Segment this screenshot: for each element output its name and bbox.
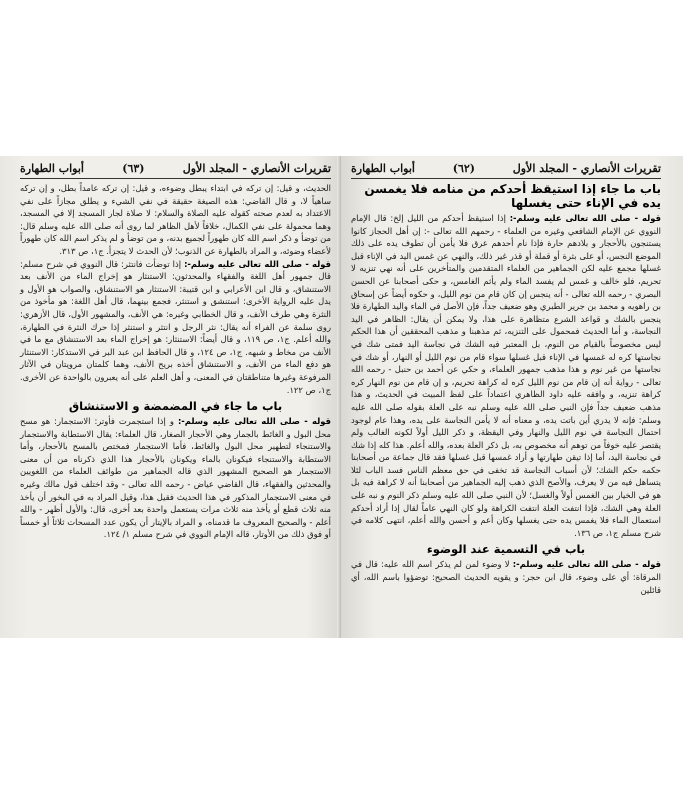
paragraph [20,258,331,397]
hadith-quote-label: قوله - صلى الله تعالى عليه وسلم-: [512,559,662,570]
paragraph [351,212,661,539]
left-page-header [20,162,331,179]
paragraph: الحديث، و قيل: إن تركه في ابتداء يبطل وضوءه، و قيل: إن تركه عامداً بطل، و إن تركه ساهياً لا، و قال القاضي: هذه الصيغة حقيقة في نفي الشيء و يطلق مجازاً على نفي الاعتداد به لعدم صحته كقوله عليه الصلاة والسلام: لا صلاة لجار المسجد إلا في المسجد، وهما محمولة على نفي الكمال، خلافاً لأهل الظاهر لما روى أنه صلى الله عليه وسلم قال: من توضأ و ذكر اسم الله كان طهوراً لجميع بدنه، و من توضأ و لم يذكر اسم الله كان طهوراً لأعضاء وضوئه، و المراد بالطهارة عن الذنوب؛ لأن الحدث لا يتجزأ. ج١، ص ٣١٣. [20,183,331,256]
chapter-heading: باب ما جاء في المضمضة و الاستنشاق [68,399,283,414]
running-title: تقريرات الأنصاري - المجلد الأول [512,162,661,175]
page-number: (٦٣) [122,162,145,175]
section-title: أبواب الطهارة [351,162,415,175]
chapter-heading: باب ما جاء إذا استيقظ أحدكم من منامه فلا يغمسن يده في الإناء حتى يغسلها [364,182,661,210]
running-title: تقريرات الأنصاري - المجلد الأول [182,162,331,175]
hadith-quote-label: قوله - صلى الله تعالى عليه وسلم-: [184,258,332,269]
left-page [0,156,341,638]
commentary-text: إذا استيقظ أحدكم من الليل إلخ: قال الإمام النووي عن الإمام الشافعي وغيره من العلماء - رحمهم الله تعالى -: إن أهل الحجاز كانوا يستنجون بالأحجار و بلادهم حارة فإذا نام أحدهم عرق فلا يأمن أن تطوف يده على ذلك الموضع النجس، أو على بثرة أو قملة أو قذر غير ذلك، والنهي عن غمس اليد في الإناء قبل غسلها مجمع عليه لكن الجماهير من العلماء المتقدمين والمتأخرين على أنه نهي تنزيه لا تحريم، فلو خالف و غمس لم يفسد الماء ولم يأثم الغامس، و حكى أصحابنا عن الحسن البصري - رحمه الله تعالى - أنه ينجس إن كان قام من نوم الليل، و حكوه أيضاً عن إسحاق بن راهويه و محمد بن جرير الطبري وهو ضعيف جداً، فإن الأصل في الماء واليد الطهارة فلا ينجس بالشك و قواعد الشرع متظاهرة على هذا، ولا يمكن أن يقال: الظاهر في اليد النجاسة، و أما الحديث فمحمول على التنزيه، ثم مذهبنا و مذهب المحققين أن هذا الحكم ليس مخصوصاً بالقيام من النوم، بل المعتبر فيه الشك في نجاسة اليد فمتى شك في نجاستها كره له غمسها في الإناء قبل غسلها سواء قام من نوم الليل أو النهار، أو شك في نجاستها من غير نوم و هذا مذهب جمهور العلماء، و حكي عن أحمد بن حنبل - رحمه الله تعالى - رواية أنه إن قام من نوم الليل كره له كراهة تحريم، و إن قام من نوم النهار كره كراهة تنزيه، و وافقه عليه داود الظاهري اعتماداً على لفظ المبيت في الحديث، و هذا مذهب ضعيف جداً فإن النبي صلى الله عليه وسلم نبه على العلة بقوله صلى الله عليه وسلم: فإنه لا يدري أين باتت يده، و معناه أنه لا يأمن النجاسة على يده، وهذا عام لوجود احتمال النجاسة في نوم الليل والنهار وفي اليقظة، و ذكر الليل أولاً لكونه الغالب ولم يقتصر عليه خوفاً من توهم أنه مخصوص به، بل ذكر العلة بعده، والله أعلم. هذا كله إذا شك في نجاسة اليد، أما إذا تيقن طهارتها و أراد غمسها قبل غسلها فقد قال جماعة من أصحابنا حكمه حكم الشك؛ لأن أسباب النجاسة قد تخفى في حق معظم الناس فسد الباب لئلا يتساهل فيه من لا يعرف، والأصح الذي ذهب إليه الجماهير من أصحابنا أنه لا كراهة فيه بل هو في الخيار بين الغمس أولاً والغسل؛ لأن النبي صلى الله عليه وسلم ذكر النوم و نبه على العلة وهي الشك، فإذا انتفت العلة انتفت الكراهة ولو كان النهي عاماً لقال إذا أراد أحدكم استعمال الماء فلا يغمس يده حتى يغسلها وكان أعم و أحسن والله أعلم، انتهى كلامه في شرح مسلم ج١، ص ١٣٦. [351,213,661,538]
left-page-body [20,182,331,541]
paragraph [351,558,661,596]
page-number: (٦٢) [452,162,475,175]
right-page-body [351,182,661,596]
right-page [341,156,683,638]
commentary-text: لا وضوء لمن لم يذكر اسم الله عليه: قال في المرقاة: أي على وضوء، قال ابن حجر: و يقويه الحديث الصحيح: توضؤوا باسم الله، أي قائلين [351,559,661,595]
commentary-text: و إذا استجمرت فأوتر: الاستجمار: هو مسح محل البول و الغائط بالجمار وهي الأحجار الصغار، قال العلماء: يقال الاستطابة والاستجمار والاستنجاء لتطهير محل البول والغائط، فأما الاستجمار فمختص بالمسح بالأحجار، وأما الاستطابة والاستنجاء فيكونان بالماء ويكونان بالأحجار هذا الذي ذكرناه من أن معنى الاستجمار هو الصحيح المشهور الذي قاله الجماهير من طوائف العلماء من اللغويين والمحدثين والفقهاء، قال القاضي عياض - رحمه الله تعالى - وقد اختلف قول مالك وغيره في معنى الاستجمار المذكور في هذا الحديث فقيل هذا، وقيل المراد به في البخور أن يأخذ منه ثلاث قطع أو يأخذ منه ثلاث مرات يستعمل واحدة بعد أخرى، قال: والأول أظهر - والله أعلم - والصحيح المعروف ما قدمناه، و المراد بالإيتار أن يكون عدد المسحات ثلاثاً أو خمساً أو فوق ذلك من الأوتار، قاله الإمام النووي في شرح مسلم ١/ ١٢٤. [20,416,331,540]
section-title: أبواب الطهارة [20,162,84,175]
paragraph [20,415,331,541]
right-page-header [351,162,661,179]
commentary-text: إذا توضأت فانتثر: قال النووي في شرح مسلم: قال جمهور أهل اللغة والفقهاء والمحدثون: الاستنثار هو إخراج الماء من الأنف بعد الاستنشاق، و قال ابن الأعرابي و ابن قتيبة: الاستنثار هو الاستنشاق، والصواب هو الأول و يدل عليه الرواية الأخرى: استنشق و استنثر، فجمع بينهما، قال أهل اللغة: هو مأخوذ من النثرة وهي طرف الأنف، و قال الخطابي وغيره: هي الأنف، والمشهور الأول، قال الأزهري: روى سلمة عن الفراء أنه يقال: نثر الرجل و انتثر و استنثر إذا حرك النثرة في الطهارة، والله أعلم. ج١، ص ١١٩، و قال أيضاً: الاستنثار: هو إخراج الماء بعد الاستنشاق مع ما في الأنف من مخاط و شبهه. ج١، ص ١٢٤، و قال الحافظ ابن عبد البر في الاستذكار: الاستنثار هو دفع الماء من الأنف، و الاستنشاق أخذه بريح الأنف، وهما كلمتان مرويتان في الآثار المرفوعة وغيرها متناطقتان في المعنى، و أهل العلم على أنه يعبرون بالواحدة عن الأخرى. ج١، ص ١٢٢. [20,258,331,395]
chapter-heading: باب في التسمية عند الوضوء [426,542,586,557]
hadith-quote-label: قوله - صلى الله تعالى عليه وسلم-: [177,416,331,427]
hadith-quote-label: قوله - صلى الله تعالى عليه وسلم-: [509,213,662,223]
open-book [0,156,683,638]
